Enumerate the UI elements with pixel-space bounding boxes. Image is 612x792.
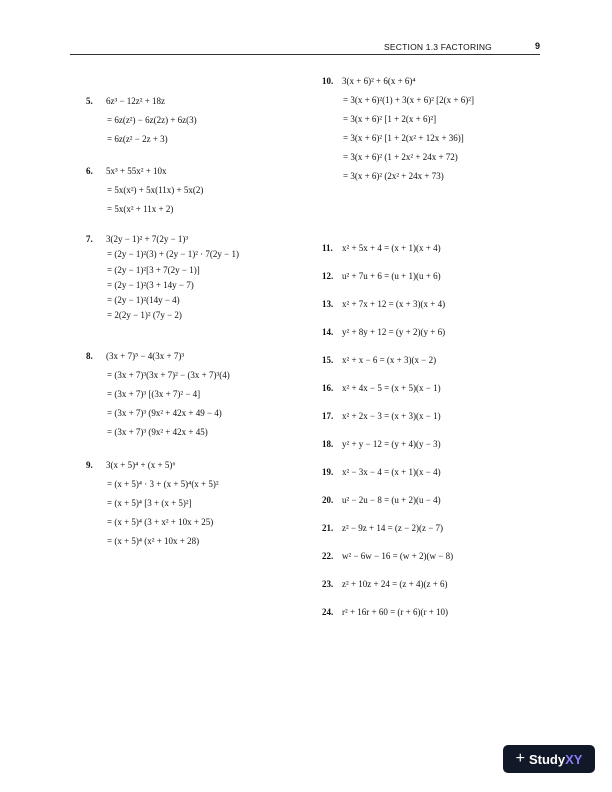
problem-statement: [322, 575, 448, 594]
math-expression: = 5x(x²) + 5x(11x) + 5x(2): [107, 185, 204, 195]
solution-step: [86, 385, 230, 404]
problem-statement: [322, 379, 441, 398]
problem-number: 23.: [322, 579, 334, 589]
page-header: [60, 40, 540, 54]
math-expression: x² + 2x − 3 = (x + 3)(x − 1): [342, 411, 441, 421]
math-expression: = (x + 5)⁴ (x² + 10x + 28): [107, 536, 200, 546]
problem-statement: [322, 547, 453, 566]
math-expression: w² − 6w − 16 = (w + 2)(w − 8): [342, 551, 454, 561]
problem-statement: [322, 407, 441, 426]
problem-18: [322, 435, 441, 454]
math-expression: = (2y − 1)²(3) + (2y − 1)² · 7(2y − 1): [107, 249, 239, 260]
problem-number: 7.: [86, 234, 93, 244]
math-expression: = (x + 5)⁴ [3 + (x + 5)²]: [107, 498, 192, 508]
math-expression: = 6z(z² − 2z + 3): [107, 134, 168, 144]
problem-24: [322, 603, 448, 622]
problem-statement: [322, 239, 441, 258]
problem-14: [322, 323, 445, 342]
math-expression: = (x + 5)⁴ (3 + x² + 10x + 25): [107, 517, 214, 527]
problem-7: [86, 232, 239, 324]
problem-statement: [86, 456, 219, 475]
problem-statement: [322, 267, 441, 286]
problem-number: 8.: [86, 351, 93, 361]
problem-20: [322, 491, 441, 510]
math-expression: = 3(x + 6)²(1) + 3(x + 6)² [2(x + 6)²]: [343, 95, 474, 105]
solution-step: [322, 91, 474, 110]
problem-6: [86, 162, 203, 219]
problem-15: [322, 351, 436, 370]
problem-statement: [322, 463, 441, 482]
math-expression: x² + x − 6 = (x + 3)(x − 2): [342, 355, 437, 365]
math-expression: = 6z(z²) − 6z(2z) + 6z(3): [107, 115, 197, 125]
solution-step: [86, 513, 219, 532]
problem-statement: [322, 491, 441, 510]
math-expression: (3x + 7)⁵ − 4(3x + 7)³: [106, 351, 185, 361]
problem-number: 5.: [86, 96, 93, 106]
math-expression: r² + 16r + 60 = (r + 6)(r + 10): [342, 607, 449, 617]
problem-number: 13.: [322, 299, 334, 309]
problem-13: [322, 295, 445, 314]
math-expression: 5x³ + 55x² + 10x: [106, 166, 167, 176]
solution-step: [86, 181, 203, 200]
problem-5: [86, 92, 197, 149]
plus-icon: +: [515, 750, 525, 767]
solution-step: [86, 423, 230, 442]
solution-step: [322, 110, 474, 129]
math-expression: 6z³ − 12z² + 18z: [106, 96, 166, 106]
problem-statement: [86, 347, 230, 366]
problem-number: 10.: [322, 76, 334, 86]
problem-number: 17.: [322, 411, 334, 421]
problem-statement: [322, 351, 436, 370]
solution-step: [86, 475, 219, 494]
math-expression: u² − 2u − 8 = (u + 2)(u − 4): [342, 495, 441, 505]
problem-statement: [86, 162, 203, 181]
solution-step: [86, 366, 230, 385]
math-expression: = 5x(x² + 11x + 2): [107, 204, 174, 214]
logo-text-a: Study: [528, 751, 566, 767]
math-expression: = (3x + 7)³(3x + 7)² − (3x + 7)³(4): [107, 370, 230, 380]
solution-step: [86, 130, 197, 149]
problem-17: [322, 407, 441, 426]
math-expression: u² + 7u + 6 = (u + 1)(u + 6): [342, 271, 441, 281]
math-expression: = 2(2y − 1)² (7y − 2): [107, 310, 182, 321]
problem-number: 12.: [322, 271, 334, 281]
problem-number: 18.: [322, 439, 334, 449]
problem-8: [86, 347, 230, 442]
solution-step: [322, 148, 474, 167]
problem-number: 20.: [322, 495, 334, 505]
math-expression: = (2y − 1)²(14y − 4): [107, 295, 180, 306]
math-expression: z² − 9z + 14 = (z − 2)(z − 7): [342, 523, 444, 533]
solution-step: [86, 263, 239, 278]
header-rule: [70, 54, 540, 55]
solution-step: [86, 404, 230, 423]
problem-number: 19.: [322, 467, 334, 477]
section-title: SECTION 1.3 FACTORING: [384, 42, 492, 52]
solution-step: [86, 494, 219, 513]
problem-22: [322, 547, 453, 566]
problem-number: 24.: [322, 607, 334, 617]
studyxy-logo: [503, 745, 595, 773]
solution-step: [86, 278, 239, 293]
math-expression: = 3(x + 6)² (1 + 2x² + 24x + 72): [343, 152, 458, 162]
problem-number: 21.: [322, 523, 334, 533]
problem-23: [322, 575, 448, 594]
math-expression: = (3x + 7)³ [(3x + 7)² − 4]: [107, 389, 201, 399]
math-expression: = (3x + 7)³ (9x² + 42x + 45): [107, 427, 208, 437]
problem-statement: [322, 519, 443, 538]
problem-statement: [86, 232, 239, 247]
problem-9: [86, 456, 219, 551]
problem-statement: [322, 295, 445, 314]
problem-number: 6.: [86, 166, 93, 176]
problem-number: 15.: [322, 355, 334, 365]
math-expression: = (3x + 7)³ (9x² + 42x + 49 − 4): [107, 408, 222, 418]
math-expression: = 3(x + 6)² [1 + 2(x + 6)²]: [343, 114, 437, 124]
math-expression: x² + 5x + 4 = (x + 1)(x + 4): [342, 243, 441, 253]
math-expression: 3(x + 6)² + 6(x + 6)⁴: [342, 76, 416, 86]
math-expression: y² + 8y + 12 = (y + 2)(y + 6): [342, 327, 446, 337]
math-expression: = (2y − 1)²[3 + 7(2y − 1)]: [107, 264, 200, 275]
math-expression: x² − 3x − 4 = (x + 1)(x − 4): [342, 467, 441, 477]
solution-step: [86, 111, 197, 130]
problem-21: [322, 519, 443, 538]
problem-statement: [322, 323, 445, 342]
math-expression: 3(2y − 1)² + 7(2y − 1)³: [106, 234, 189, 244]
math-expression: x² + 4x − 5 = (x + 5)(x − 1): [342, 383, 441, 393]
problem-number: 11.: [322, 243, 333, 253]
problem-19: [322, 463, 441, 482]
solution-step: [86, 308, 239, 323]
solution-step: [86, 247, 239, 262]
problem-10: [322, 72, 474, 186]
problem-11: [322, 239, 441, 258]
math-expression: z² + 10z + 24 = (z + 4)(z + 6): [342, 579, 448, 589]
problem-number: 22.: [322, 551, 334, 561]
problem-statement: [322, 72, 474, 91]
solution-step: [322, 167, 474, 186]
problem-statement: [322, 435, 441, 454]
solution-step: [86, 200, 203, 219]
solution-step: [86, 532, 219, 551]
math-expression: y² + y − 12 = (y + 4)(y − 3): [342, 439, 441, 449]
problem-number: 16.: [322, 383, 334, 393]
logo-text-b: XY: [565, 751, 583, 767]
problem-statement: [322, 603, 448, 622]
math-expression: x² + 7x + 12 = (x + 3)(x + 4): [342, 299, 446, 309]
problem-statement: [86, 92, 197, 111]
math-expression: 3(x + 5)⁴ + (x + 5)⁶: [106, 460, 176, 470]
problem-number: 14.: [322, 327, 334, 337]
math-expression: = (x + 5)⁴ · 3 + (x + 5)⁴(x + 5)²: [107, 479, 219, 489]
math-expression: = 3(x + 6)² (2x² + 24x + 73): [343, 171, 444, 181]
problem-16: [322, 379, 441, 398]
math-expression: = (2y − 1)²(3 + 14y − 7): [107, 279, 194, 290]
solution-step: [86, 293, 239, 308]
page-number: 9: [534, 41, 540, 51]
problem-number: 9.: [86, 460, 93, 470]
solution-step: [322, 129, 474, 148]
math-expression: = 3(x + 6)² [1 + 2(x² + 12x + 36)]: [343, 133, 464, 143]
problem-12: [322, 267, 441, 286]
